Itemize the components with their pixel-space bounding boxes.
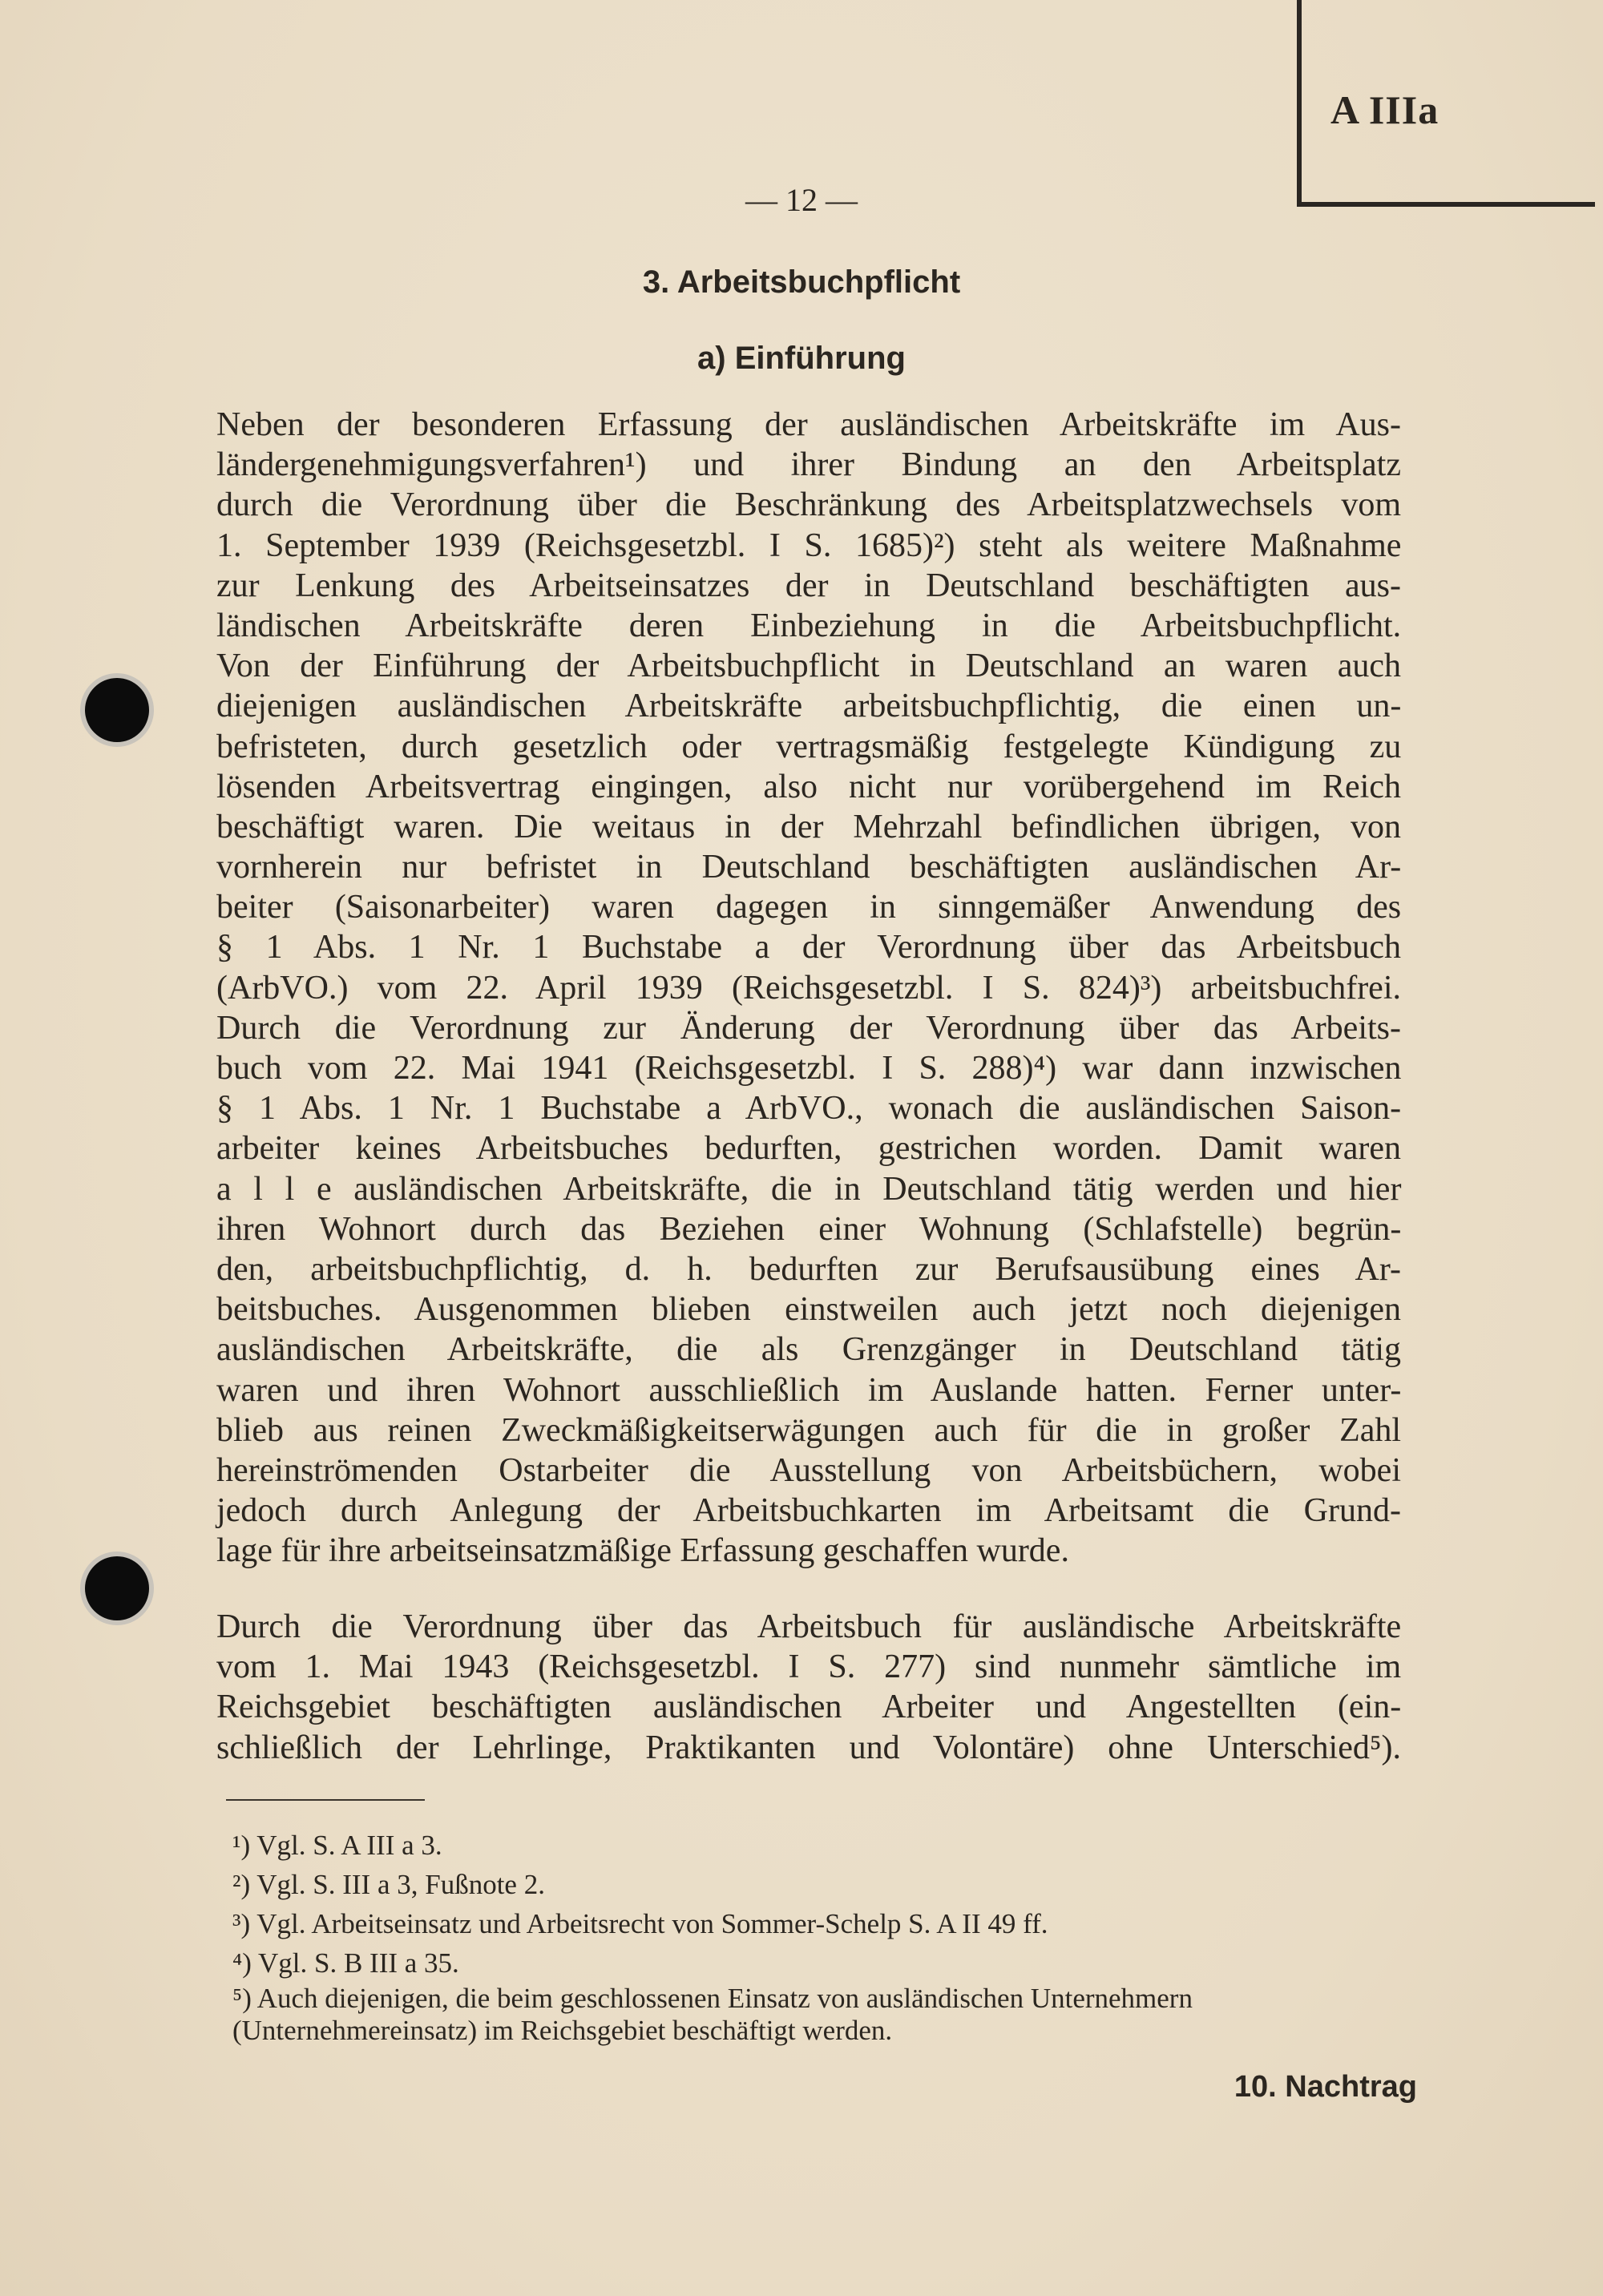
text-line: vom 1. Mai 1943 (Reichsgesetzbl. I S. 277) sind nunmehr sämtliche im [216, 1648, 1402, 1686]
text-line: § 1 Abs. 1 Nr. 1 Buchstabe a ArbVO., wonach die ausländischen Saison- [216, 1090, 1402, 1128]
text-line: (ArbVO.) vom 22. April 1939 (Reichsgesetzbl. I S. 824)³) arbeitsbuchfrei. [216, 969, 1401, 1007]
footnote: ⁵) Auch diejenigen, die beim geschlossenen Einsatz von ausländischen Unternehmern [232, 1983, 1193, 2014]
text-line: Durch die Verordnung zur Änderung der Verordnung über das Arbeits- [216, 1009, 1401, 1047]
section-box-border [1297, 0, 1302, 207]
text-line: Durch die Verordnung über das Arbeitsbuch für ausländische Arbeitskräfte [216, 1608, 1402, 1645]
text-line: ausländischen Arbeitskräfte, die als Grenzgänger in Deutschland tätig [216, 1331, 1401, 1369]
text-line: lage für ihre arbeitseinsatzmäßige Erfassung geschaffen wurde. [216, 1532, 1069, 1570]
text-line: diejenigen ausländischen Arbeitskräfte arbeitsbuchpflichtig, die einen un- [216, 688, 1402, 725]
section-heading: 3. Arbeitsbuchpflicht [642, 264, 961, 300]
text-line: § 1 Abs. 1 Nr. 1 Buchstabe a der Verordnung über das Arbeitsbuch [216, 929, 1401, 966]
section-code: A IIIa [1330, 87, 1439, 132]
page-number: — 12 — [745, 182, 858, 218]
text-line: hereinströmenden Ostarbeiter die Ausstellung von Arbeitsbüchern, wobei [216, 1451, 1401, 1489]
text-line: jedoch durch Anlegung der Arbeitsbuchkarten im Arbeitsamt die Grund- [216, 1492, 1401, 1530]
footnote: ¹) Vgl. S. A III a 3. [232, 1830, 442, 1861]
text-line: buch vom 22. Mai 1941 (Reichsgesetzbl. I S. 288)⁴) war dann inzwischen [216, 1050, 1402, 1087]
punch-hole [85, 1556, 149, 1620]
text-line: a l l e ausländischen Arbeitskräfte, die in Deutschland tätig werden und hier [216, 1170, 1402, 1208]
text-line: vornherein nur befristet in Deutschland beschäftigten ausländischen Ar- [216, 849, 1402, 886]
text-line: beitsbuches. Ausgenommen blieben einstweilen auch jetzt noch diejenigen [216, 1291, 1401, 1329]
text-line: beiter (Saisonarbeiter) waren dagegen in sinngemäßer Anwendung des [216, 889, 1402, 926]
supplement-label: 10. Nachtrag [1234, 2070, 1417, 2104]
text-line: befristeten, durch gesetzlich oder vertragsmäßig festgelegte Kündigung zu [216, 728, 1402, 765]
text-line: 1. September 1939 (Reichsgesetzbl. I S. 1685)²) steht als weitere Maßnahme [216, 527, 1402, 564]
text-line: ländischen Arbeitskräfte deren Einbeziehung in die Arbeitsbuchpflicht. [216, 607, 1402, 644]
footnote: ⁴) Vgl. S. B III a 35. [232, 1947, 459, 1979]
text-line: waren und ihren Wohnort ausschließlich im Auslande hatten. Ferner unter- [216, 1371, 1402, 1409]
text-line: Reichsgebiet beschäftigten ausländischen Arbeiter und Angestellten (ein- [216, 1689, 1402, 1726]
subsection-heading: a) Einführung [697, 341, 906, 376]
text-line: ihren Wohnort durch das Beziehen einer Wohnung (Schlafstelle) begrün- [216, 1210, 1402, 1248]
paragraph-2 [216, 1607, 1401, 1768]
text-line: Von der Einführung der Arbeitsbuchpflicht in Deutschland an waren auch [216, 648, 1401, 685]
text-line: blieb aus reinen Zweckmäßigkeitserwägungen auch für die in großer Zahl [216, 1411, 1402, 1449]
text-line: Neben der besonderen Erfassung der ausländischen Arbeitskräfte im Aus- [216, 406, 1401, 443]
punch-hole [85, 678, 149, 742]
text-line: beschäftigt waren. Die weitaus in der Mehrzahl befindlichen übrigen, von [216, 808, 1401, 845]
text-line: zur Lenkung des Arbeitseinsatzes der in Deutschland beschäftigten aus- [216, 567, 1401, 604]
footnote: ²) Vgl. S. III a 3, Fußnote 2. [232, 1869, 545, 1900]
text-line: durch die Verordnung über die Beschränkung des Arbeitsplatzwechsels vom [216, 486, 1401, 524]
text-line: arbeiter keines Arbeitsbuches bedurften, gestrichen worden. Damit waren [216, 1130, 1402, 1168]
footnote: ³) Vgl. Arbeitseinsatz und Arbeitsrecht von Sommer-Schelp S. A II 49 ff. [232, 1908, 1048, 1939]
footnotes [232, 1826, 1419, 2047]
text-line: ländergenehmigungsverfahren¹) und ihrer Bindung an den Arbeitsplatz [216, 446, 1401, 484]
text-line: schließlich der Lehrlinge, Praktikanten und Volontäre) ohne Unterschied⁵). [216, 1729, 1401, 1766]
footnote: (Unternehmereinsatz) im Reichsgebiet beschäftigt werden. [232, 2015, 893, 2046]
paragraph-1 [216, 405, 1401, 1571]
footnote-rule [226, 1799, 425, 1801]
text-line: den, arbeitsbuchpflichtig, d. h. bedurften zur Berufsausübung eines Ar- [216, 1250, 1401, 1288]
text-line: lösenden Arbeitsvertrag eingingen, also nicht nur vorübergehend im Reich [216, 768, 1401, 805]
